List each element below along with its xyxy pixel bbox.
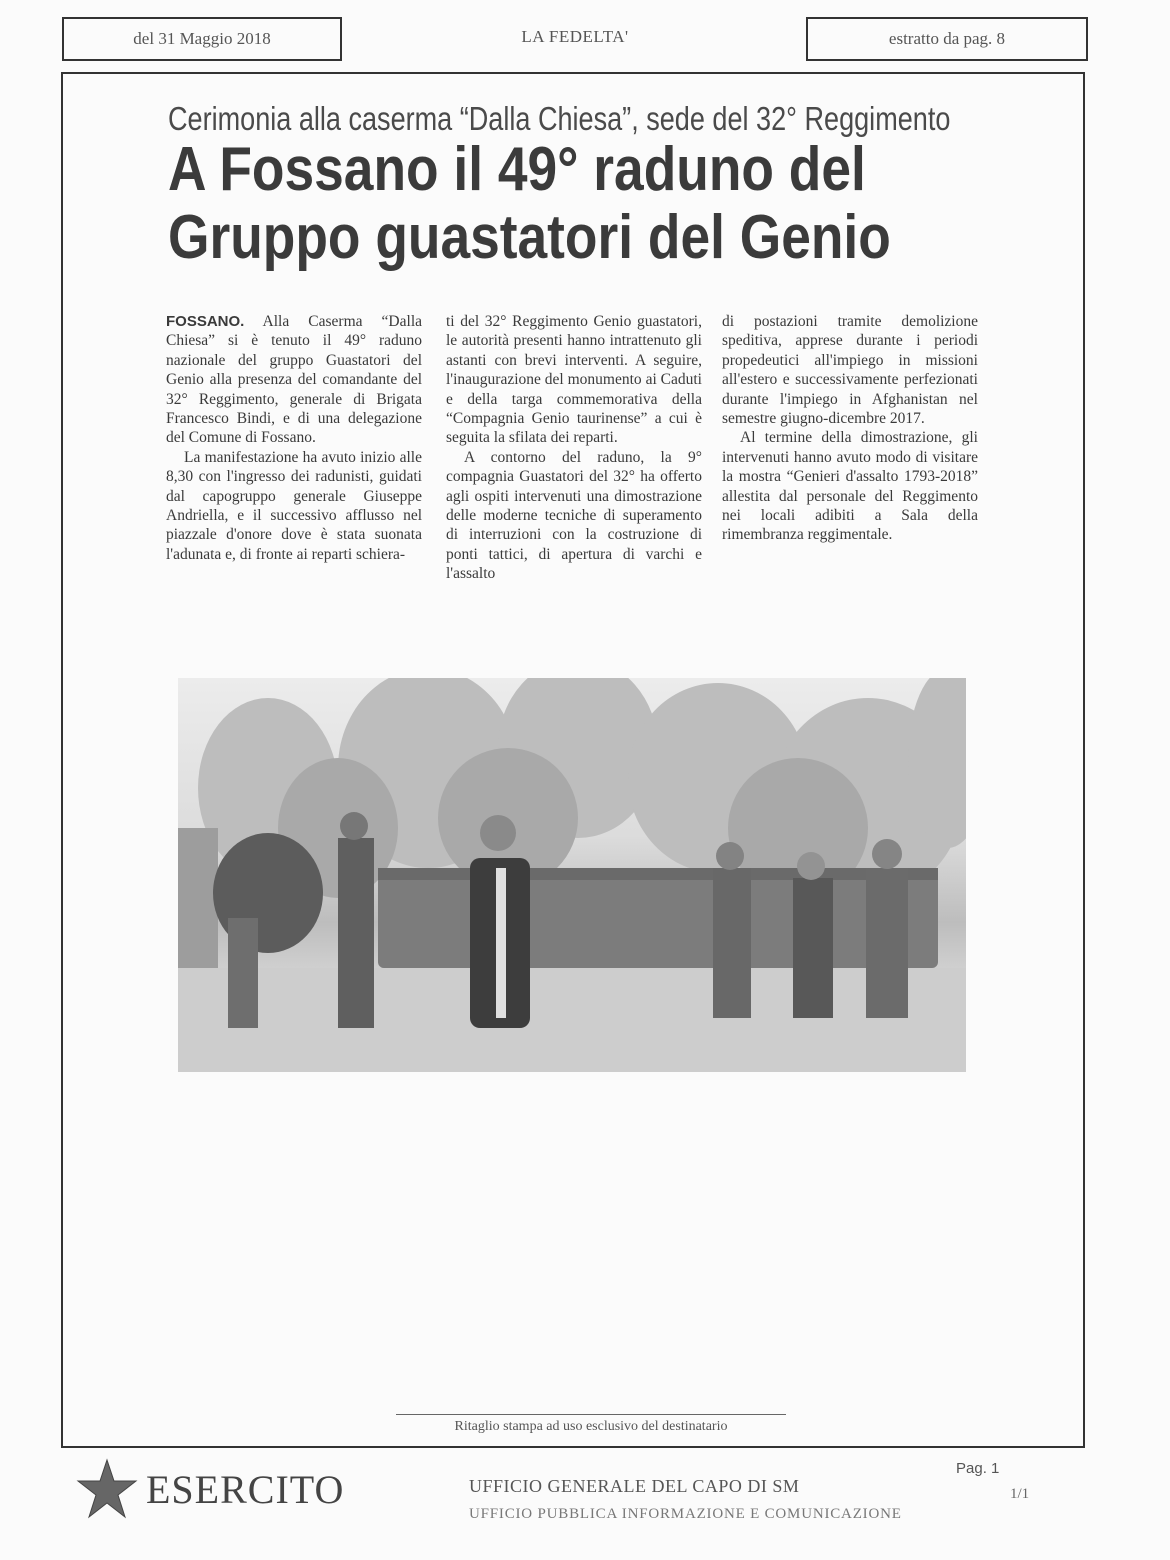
- header-extract: estratto da pag. 8: [888, 29, 1006, 48]
- footer-page-label: Pag. 1: [956, 1460, 1000, 1477]
- column-1-paragraph-1: [166, 312, 422, 448]
- article-dateline: FOSSANO.: [166, 313, 245, 330]
- footer-page-count: 1/1: [1010, 1486, 1030, 1502]
- clipping-disclaimer: Ritaglio stampa ad uso esclusivo del destinatario: [396, 1414, 786, 1435]
- column-3-paragraph-1: di postazioni tramite demolizione speditiva, apprese durante i periodi propedeutici all'impiego in missioni all'estero e successivamente perfezionati durante l'impiego in Afghanistan nel semestre giugno-dicembre 2017.: [722, 313, 978, 428]
- header-date-box: [62, 17, 342, 61]
- publication-name: LA FEDELTA': [521, 27, 629, 46]
- column-1-text-1: Alla Caserma “Dalla Chiesa” si è tenuto il 49° raduno nazionale del gruppo Guastatori del Genio alla presenza del comandante del 32° Reggimento, generale di Brigata Francesco Bindi, e di una delegazione del Comune di Fossano.: [166, 313, 422, 447]
- footer-office-line-2: UFFICIO PUBBLICA INFORMAZIONE E COMUNICAZIONE: [469, 1506, 902, 1522]
- footer-brand: ESERCITO: [146, 1467, 345, 1512]
- headline-line-2: Gruppo guastatori del Genio: [168, 203, 891, 272]
- column-3-paragraph-2: Al termine della dimostrazione, gli intervenuti hanno avuto modo di visitare la mostra “Genieri d'assalto 1793-2018” allestita dal personale del Reggimento nei locali adibiti a Sala della rimembranza reggimentale.: [722, 429, 978, 544]
- header-extract-box: [806, 17, 1088, 61]
- footer-office-line-1: UFFICIO GENERALE DEL CAPO DI SM: [469, 1476, 800, 1496]
- headline-line-1: A Fossano il 49° raduno del: [168, 135, 866, 204]
- article-column-1: [166, 312, 422, 564]
- header-date: del 31 Maggio 2018: [133, 29, 271, 48]
- article-photo: [178, 678, 966, 1072]
- column-2-paragraph-2: A contorno del raduno, la 9° compagnia Guastatori del 32° ha offerto agli ospiti intervenuti una dimostrazione delle moderne tecniche di superamento di interruzioni con la costruzione di ponti tattici, di apertura di varchi e l'assalto: [446, 448, 702, 583]
- article-kicker: Cerimonia alla caserma “Dalla Chiesa”, sede del 32° Reggimento: [168, 100, 951, 137]
- article-headline: [168, 136, 942, 272]
- column-2-paragraph-1: ti del 32° Reggimento Genio guastatori, le autorità presenti hanno intrattenuto gli astanti con brevi interventi. A seguire, l'inaugurazione del monumento ai Caduti e della targa commemorativa della “Compagnia Genio taurinense” a cui è seguita la sfilata dei reparti.: [446, 313, 702, 447]
- article-column-3: [722, 312, 978, 545]
- article-column-2: [446, 312, 702, 584]
- column-1-paragraph-2: La manifestazione ha avuto inizio alle 8,30 con l'ingresso dei radunisti, guidati dal capogruppo generale Giuseppe Andriella, e il successivo afflusso nel piazzale d'onore dove è stata suonata l'adunata e, di fronte ai reparti schiera-: [166, 448, 422, 563]
- army-star-icon: [76, 1458, 138, 1520]
- ceremony-photo-illustration: [178, 678, 966, 1072]
